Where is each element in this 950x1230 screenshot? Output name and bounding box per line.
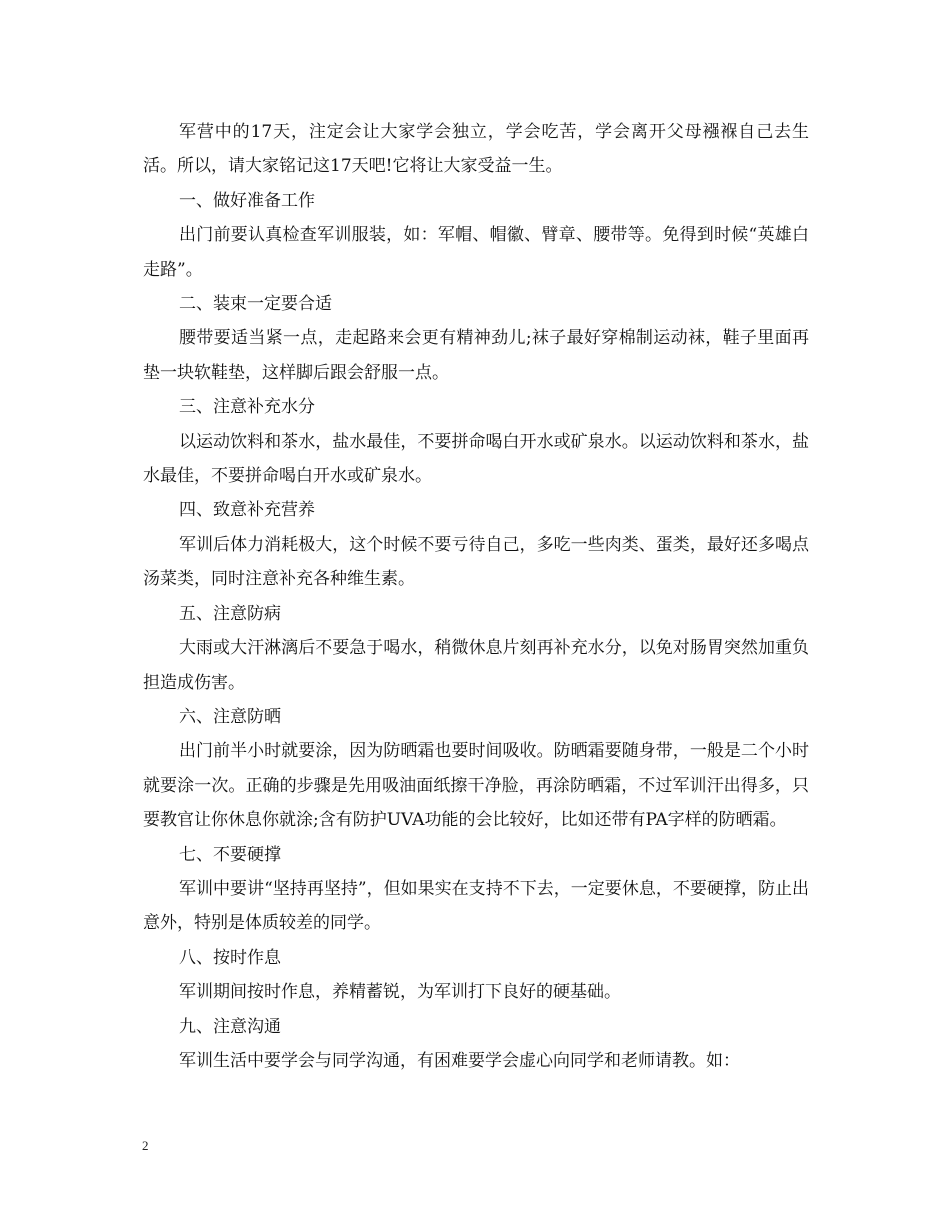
paragraph-sunscreen: 出门前半小时就要涂，因为防晒霜也要时间吸收。防晒霜要随身带，一般是二个小时就要涂一次。正确的步骤是先用吸油面纸擦干净脸，再涂防晒霜，不过军训汗出得多，只要教官让你休息你就涂;含有防护UVA功能的会比较好，比如还带有PA字样的防晒霜。 — [143, 741, 809, 831]
section-heading-nutrition: 四、致意补充营养 — [179, 500, 315, 521]
paragraph-nutrition: 军训后体力消耗极大，这个时候不要亏待自己，多吃一些肉类、蛋类，最好还多喝点汤菜类，同时注意补充各种维生素。 — [143, 534, 809, 590]
paragraph-illness: 大雨或大汗淋漓后不要急于喝水，稍微休息片刻再补充水分，以免对肠胃突然加重负担造成伤害。 — [143, 638, 809, 693]
paragraph-hydration: 以运动饮料和茶水，盐水最佳，不要拼命喝白开水或矿泉水。以运动饮料和茶水，盐水最佳，不要拼命喝白开水或矿泉水。 — [143, 431, 809, 487]
paragraph-schedule: 军训期间按时作息，养精蓄锐，为军训打下良好的硬基础。 — [179, 982, 621, 1003]
document-body — [143, 115, 809, 1078]
section-heading-schedule: 八、按时作息 — [179, 947, 281, 968]
section-heading-preparation: 一、做好准备工作 — [179, 190, 315, 211]
paragraph-preparation: 出门前要认真检查军训服装，如：军帽、帽徽、臂章、腰带等。免得到时候“英雄白走路”。 — [143, 225, 809, 280]
paragraph-no-overexertion: 军训中要讲“坚持再坚持”，但如果实在支持不下去，一定要休息，不要硬撑，防止出意外，特别是体质较差的同学。 — [143, 878, 809, 934]
section-heading-communication: 九、注意沟通 — [179, 1016, 281, 1037]
section-heading-illness: 五、注意防病 — [179, 603, 281, 624]
paragraph-attire: 腰带要适当紧一点，走起路来会更有精神劲儿;袜子最好穿棉制运动袜，鞋子里面再垫一块软鞋垫，这样脚后跟会舒服一点。 — [143, 328, 809, 383]
paragraph-communication: 军训生活中要学会与同学沟通，有困难要学会虚心向同学和老师请教。如： — [179, 1050, 740, 1071]
section-heading-sunscreen: 六、注意防晒 — [179, 706, 281, 727]
section-heading-no-overexertion: 七、不要硬撑 — [179, 844, 281, 865]
intro-paragraph: 军营中的17天，注定会让大家学会独立，学会吃苦，学会离开父母襁褓自己去生活。所以，请大家铭记这17天吧!它将让大家受益一生。 — [143, 122, 809, 177]
section-heading-hydration: 三、注意补充水分 — [179, 397, 315, 418]
page-number: 2 — [142, 1138, 149, 1153]
section-heading-attire: 二、装束一定要合适 — [179, 294, 332, 315]
